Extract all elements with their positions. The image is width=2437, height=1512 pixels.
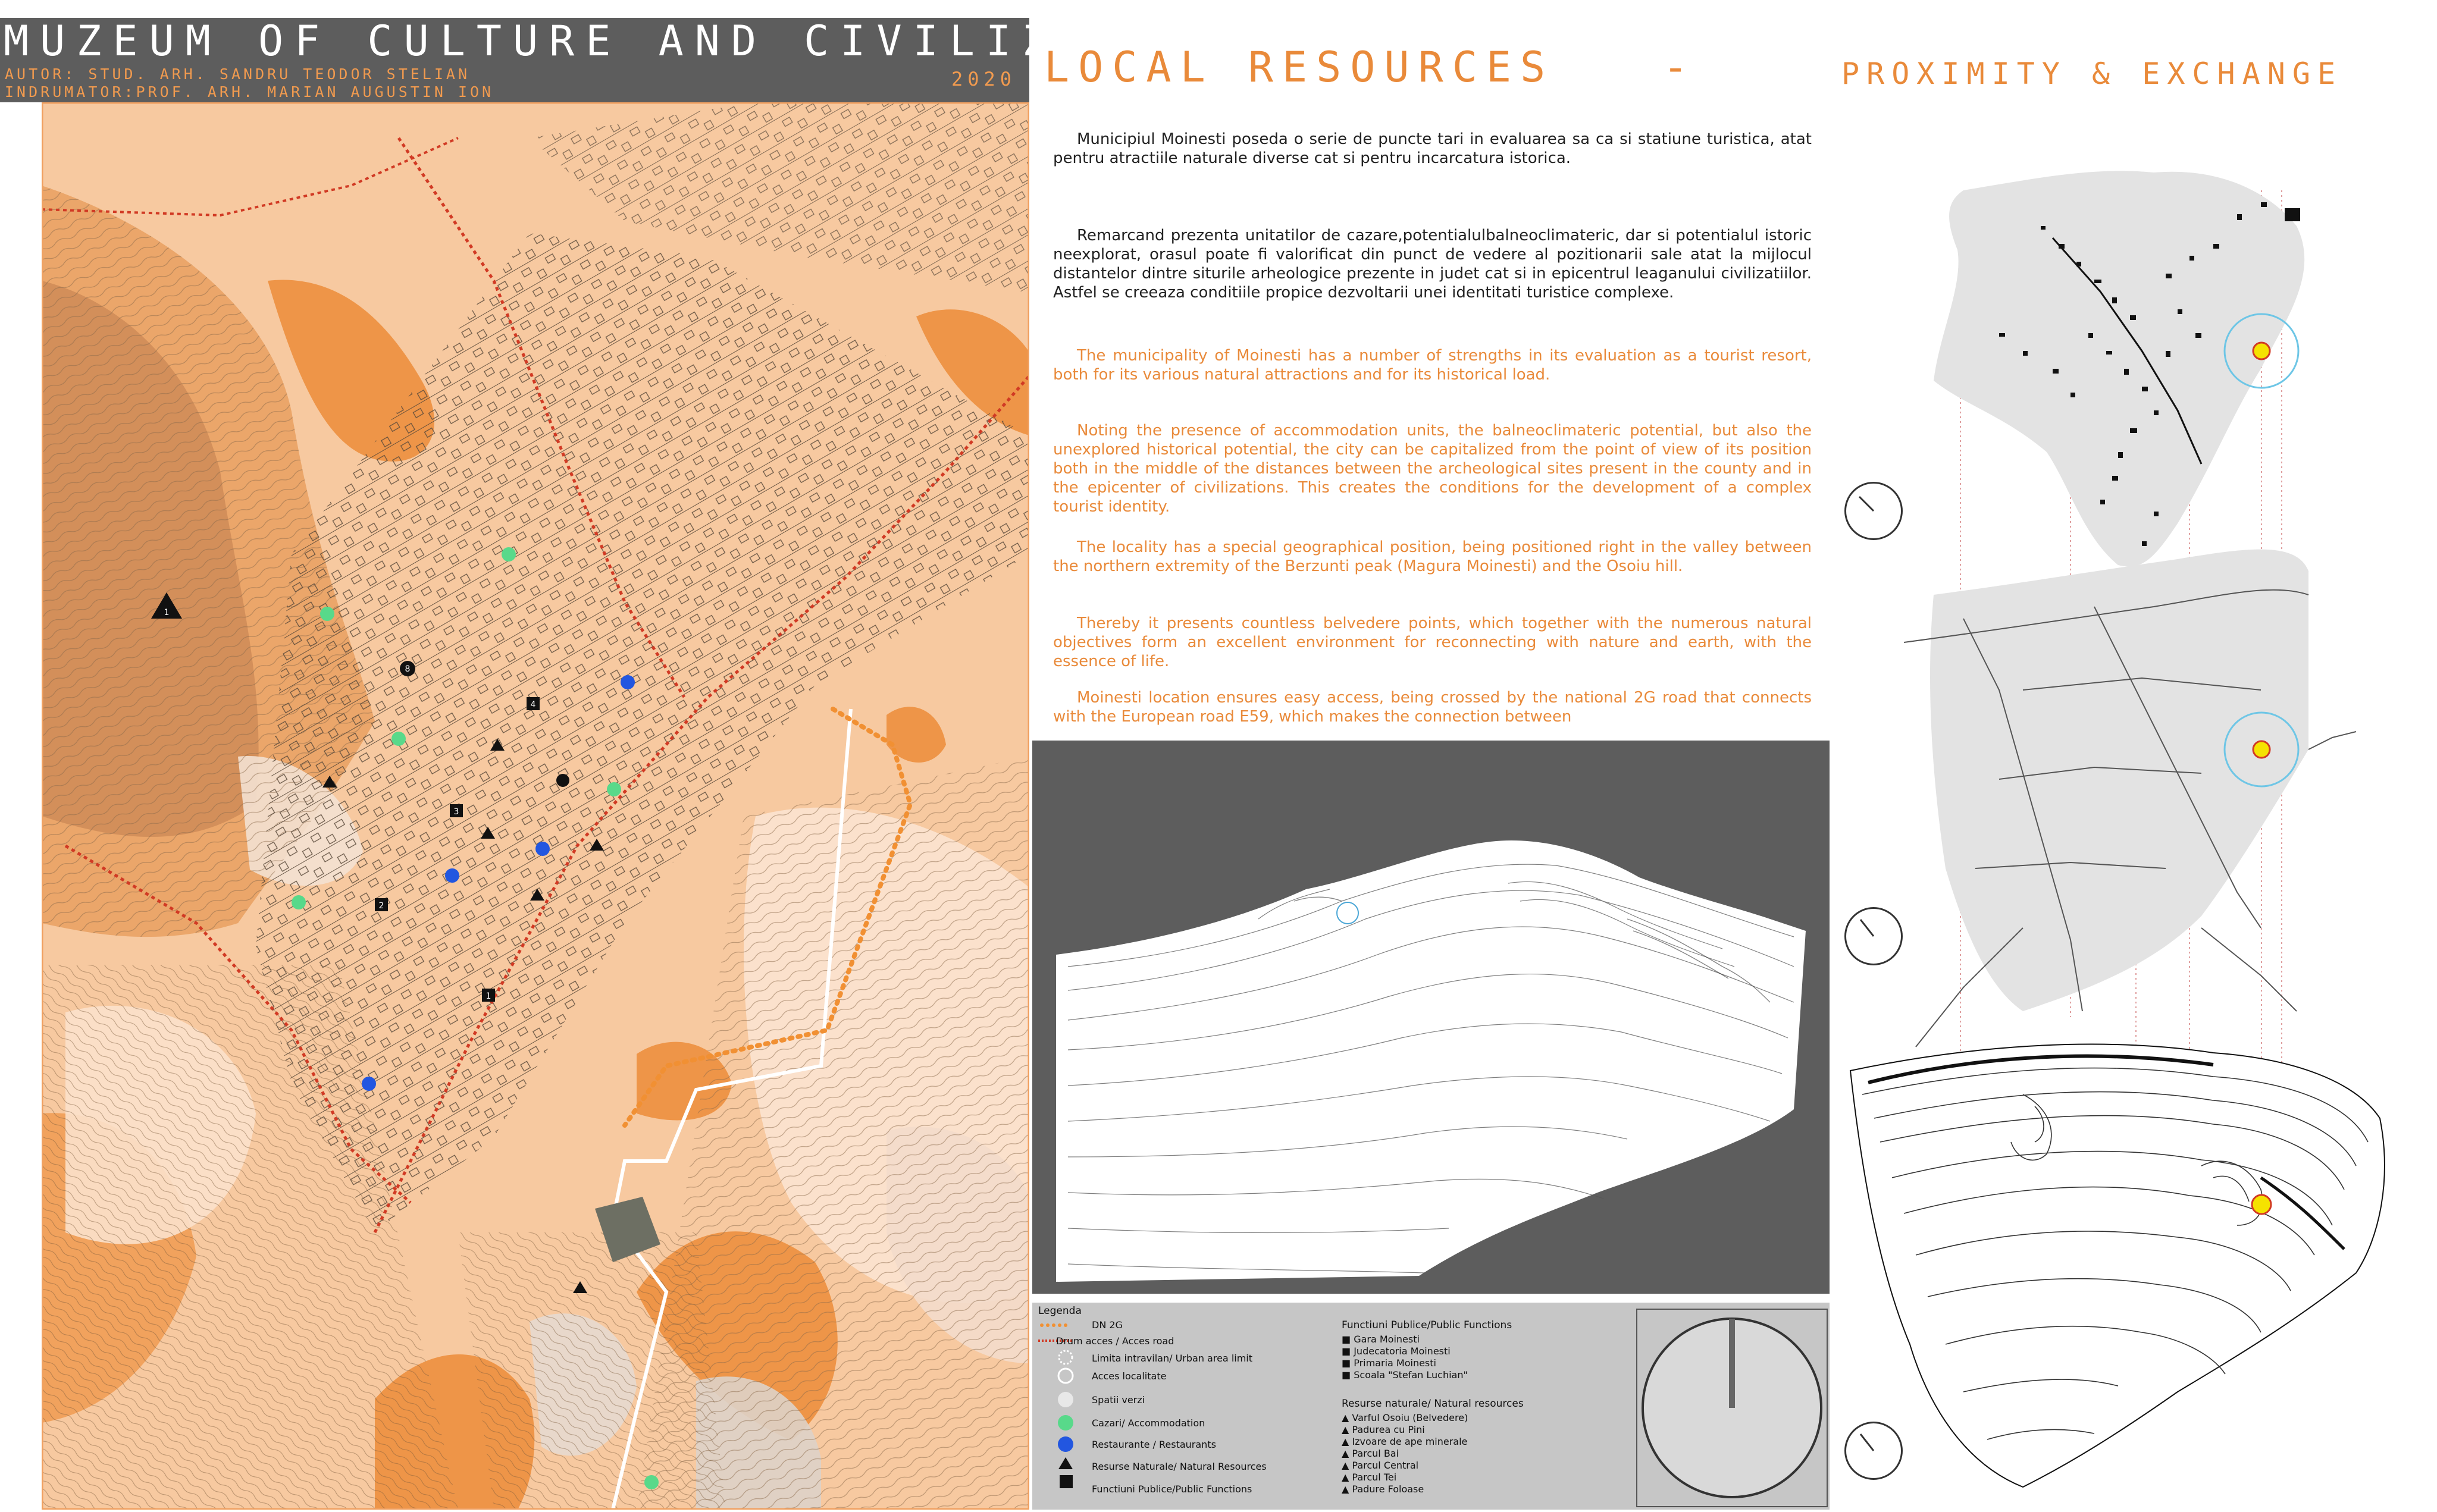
- section-title-proximity: PROXIMITY & EXCHANGE: [1841, 57, 2343, 91]
- legend-item-label: Drum acces / Acces road: [1056, 1335, 1174, 1347]
- public-functions-heading: Functiuni Publice/Public Functions: [1342, 1319, 1512, 1331]
- natural-resource-item: ▲ Parcul Tei: [1342, 1472, 1397, 1483]
- location-marker: [2253, 343, 2270, 359]
- restaurant-marker: [535, 842, 550, 856]
- north-indicator-frame: [1636, 1309, 1828, 1507]
- compass-icon: [1844, 482, 1903, 540]
- compass-icon: [1844, 1422, 1903, 1480]
- legend-symbol-accommodation: [1058, 1415, 1073, 1431]
- public-function-number: 1: [485, 992, 491, 1001]
- legend-item-label: Acces localitate: [1092, 1370, 1167, 1382]
- restaurant-marker: [362, 1077, 376, 1091]
- natural-resource-item: ▲ Varful Osoiu (Belvedere): [1342, 1412, 1468, 1423]
- legend-symbol-urban-limit: [1059, 1351, 1072, 1364]
- natural-resource-item: ▲ Parcul Central: [1342, 1460, 1419, 1471]
- accommodation-marker: [320, 607, 334, 621]
- text-en-paragraph-4: Thereby it presents countless belvedere points, which together with the numerous natural objectives form an excellent environment for reconnecting with nature and earth, with the essence of life.: [1053, 614, 1812, 670]
- legend-symbol-public-functions: [1060, 1475, 1073, 1488]
- title-block: [0, 17, 1241, 102]
- legend-item-label: Functiuni Publice/Public Functions: [1092, 1483, 1252, 1495]
- proximity-diagram-drawing: [1844, 155, 2437, 1510]
- legend-item-label: Limita intravilan/ Urban area limit: [1092, 1353, 1253, 1364]
- north-indicator-icon: [1637, 1310, 1827, 1506]
- peak-marker-number: 1: [164, 608, 170, 617]
- text-en-paragraph-3: The locality has a special geographical position, being positioned right in the valley between the northern extremity of the Berzunti peak (Magura Moinesti) and the Osoiu hill.: [1053, 538, 1812, 575]
- public-function-item: ■ Scoala "Stefan Luchian": [1342, 1369, 1468, 1381]
- location-marker: [2253, 741, 2270, 758]
- public-function-number: 4: [530, 700, 536, 710]
- accommodation-marker: [502, 547, 516, 561]
- text-ro-paragraph-2: Remarcand prezenta unitatilor de cazare,potentialulbalneoclimateric, dar si potentialul istoric neexplorat, orasul poate fi valorificat din punct de vedere al pozitionarii sale atat la mijlocul distantelor dintre siturile arheologice prezente in judet cat si in epicentrul leaganului civilizatiilor. Astfel se creeaza conditiile propice dezvoltarii unei identitati turistice complexe.: [1053, 227, 1812, 302]
- natural-resource-item: ▲ Padurea cu Pini: [1342, 1424, 1425, 1435]
- section-title-local-resources: LOCAL RESOURCES: [1044, 43, 1555, 92]
- text-en-paragraph-5: Moinesti location ensures easy access, being crossed by the national 2G road that connects with the European road E59, which makes the connection between: [1053, 689, 1812, 726]
- terrain-relief-drawing: [1032, 741, 1830, 1294]
- accommodation-marker: [644, 1475, 659, 1489]
- legend-symbol-dn2g: [1040, 1323, 1067, 1327]
- public-function-item: ■ Judecatoria Moinesti: [1342, 1345, 1451, 1357]
- public-function-item: ■ Gara Moinesti: [1342, 1334, 1420, 1345]
- advisor-credit: INDRUMATOR:PROF. ARH. MARIAN AUGUSTIN ION: [5, 83, 494, 101]
- natural-resource-item: ▲ Parcul Bai: [1342, 1448, 1399, 1459]
- poster-title: MUZEUM OF CULTURE AND CIVILIZATION: [4, 17, 1241, 65]
- circled-marker-number: 8: [405, 664, 411, 674]
- legend-symbol-green-spaces: [1058, 1392, 1073, 1407]
- accommodation-marker: [292, 895, 306, 909]
- text-en-paragraph-1: The municipality of Moinesti has a number of strengths in its evaluation as a tourist resort, both for its various natural attractions and for its historical load.: [1053, 347, 1812, 384]
- public-function-item: ■ Primaria Moinesti: [1342, 1357, 1436, 1369]
- public-function-number: 3: [453, 807, 459, 817]
- restaurant-marker: [445, 868, 459, 883]
- author-credit: AUTOR: STUD. ARH. SANDRU TEODOR STELIAN: [5, 65, 470, 83]
- text-ro-paragraph-1: Municipiul Moinesti poseda o serie de puncte tari in evaluarea sa ca si statiune turistica, atat pentru atractiile naturale diverse cat si pentru incarcatura istorica.: [1053, 130, 1812, 167]
- year-label: 2020: [951, 68, 1016, 90]
- legend-title: Legenda: [1038, 1305, 1082, 1317]
- location-marker: [2252, 1195, 2271, 1214]
- natural-resource-item: ▲ Izvoare de ape minerale: [1342, 1436, 1468, 1447]
- compass-icon: [1844, 907, 1903, 965]
- legend-item-label: Restaurante / Restaurants: [1092, 1439, 1216, 1450]
- section-title-separator: -: [1663, 43, 1689, 92]
- legend-item-label: DN 2G: [1092, 1319, 1123, 1331]
- text-en-paragraph-2: Noting the presence of accommodation units, the balneoclimateric potential, but also the unexplored historical potential, the city can be capitalized from the point of view of its position both in the middle of the distances between the archeological sites present in the county and in the epicenter of civilizations. This creates the conditions for the development of a complex tourist identity.: [1053, 422, 1812, 516]
- city-map: [42, 102, 1029, 1510]
- public-function-number: 2: [378, 901, 384, 911]
- legend-symbol-access: [1058, 1369, 1073, 1383]
- restaurant-marker: [621, 675, 635, 689]
- legend-item-label: Cazari/ Accommodation: [1092, 1417, 1205, 1429]
- legend-panel: [1032, 1303, 1830, 1510]
- terrain-relief-panel: [1032, 741, 1830, 1294]
- legend-symbol-natural-resources: [1058, 1457, 1073, 1469]
- legend-symbol-restaurants: [1058, 1436, 1073, 1452]
- access-marker: [556, 774, 569, 787]
- accommodation-marker: [607, 782, 621, 796]
- proximity-diagram-strip: [1844, 155, 2437, 1510]
- natural-resource-item: ▲ Padure Foloase: [1342, 1483, 1424, 1495]
- accommodation-marker: [391, 732, 406, 746]
- legend-item-label: Resurse Naturale/ Natural Resources: [1092, 1461, 1267, 1472]
- natural-resources-heading: Resurse naturale/ Natural resources: [1342, 1398, 1524, 1410]
- city-map-drawing: [42, 102, 1029, 1510]
- legend-item-label: Spatii verzi: [1092, 1394, 1145, 1406]
